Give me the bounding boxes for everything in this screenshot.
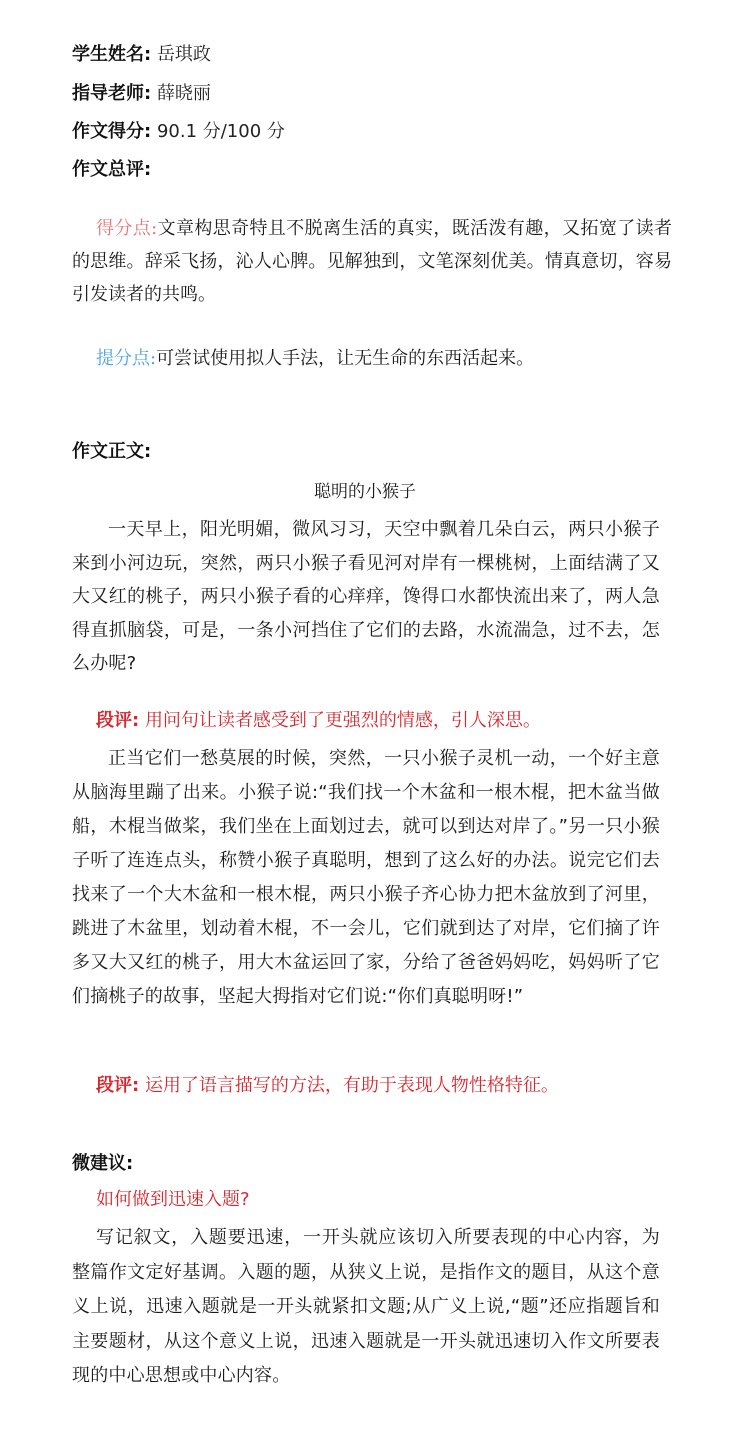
teacher-line <box>72 82 211 106</box>
essay-paragraph-2: 正当它们一愁莫展的时候，突然，一只小猴子灵机一动，一个好主意从脑海里蹦了出来。小猴子说:“我们找一个木盆和一根木棍，把木盆当做船，木棍当做桨，我们坐在上面划过去，就可以到达对岸了。”另一只小猴子听了连连点头，称赞小猴子真聪明，想到了这么好的办法。说完它们去找来了一个大木盆和一根木棍，两只小猴子齐心协力把木盆放到了河里，跳进了木盆里，划动着木棍，不一会儿，它们就到达了对岸，它们摘了许多又大又红的桃子，用大木盆运回了家，分给了爸爸妈妈吃，妈妈听了它们摘桃子的故事，坚起大拇指对它们说:“你们真聪明呀!” <box>72 748 660 1007</box>
student-name-line <box>72 43 211 67</box>
remark-2-label: 段评: <box>96 1075 140 1096</box>
score-points-label: 得分点: <box>96 218 158 239</box>
advice-question: 如何做到迅速入题? <box>96 1189 250 1210</box>
score-points-text: 文章构思奇特且不脱离生活的真实，既活泼有趣，又拓宽了读者的思维。辞采飞扬，沁人心脾。见解独到，文笔深刻优美。情真意切，容易引发读者的共鸣。 <box>72 218 672 305</box>
improve-points-text: 可尝试使用拟人手法，让无生命的东西活起来。 <box>156 348 535 369</box>
essay-title: 聪明的小猴子 <box>314 482 416 502</box>
remark-2-text: 运用了语言描写的方法，有助于表现人物性格特征。 <box>144 1075 559 1096</box>
overall-review-heading: 作文总评: <box>72 159 152 180</box>
essay-paragraph-1: 一天早上，阳光明媚，微风习习，天空中飘着几朵白云，两只小猴子来到小河边玩，突然，两只小猴子看见河对岸有一棵桃树，上面结满了又大又红的桃子，两只小猴子看的心痒痒，馋得口水都快流出来了，两人急得直抓脑袋，可是，一条小河挡住了它们的去路，水流湍急，过不去，怎么办呢? <box>72 519 660 675</box>
remark-1-text: 用问句让读者感受到了更强烈的情感，引人深思。 <box>144 710 541 731</box>
remark-1-label: 段评: <box>96 710 140 731</box>
teacher-value: 薛晓丽 <box>156 83 211 104</box>
improve-points-label: 提分点: <box>96 348 157 369</box>
score-line <box>72 120 285 144</box>
student-name-label: 学生姓名: <box>72 44 152 65</box>
advice-body: 写记叙文，入题要迅速，一开头就应该切入所要表现的中心内容，为整篇作文定好基调。入题的题，从狭义上说，是指作文的题目，从这个意义上说，迅速入题就是一开头就紧扣文题;从广义上说,“题”还应指题旨和主要题材，从这个意义上说，迅速入题就是一开头就迅速切入作文所要表现的中心思想或中心内容。 <box>72 1227 660 1386</box>
advice-heading: 微建议: <box>72 1153 134 1174</box>
improve-points-paragraph <box>72 342 672 375</box>
paragraph-remark-1 <box>96 709 541 733</box>
student-name-value: 岳琪政 <box>156 44 211 65</box>
score-points-paragraph <box>72 212 672 311</box>
teacher-label: 指导老师: <box>72 83 152 104</box>
essay-heading: 作文正文: <box>72 441 152 462</box>
score-value: 90.1 分/100 分 <box>156 121 285 142</box>
score-label: 作文得分: <box>72 121 152 142</box>
paragraph-remark-2 <box>96 1074 559 1098</box>
